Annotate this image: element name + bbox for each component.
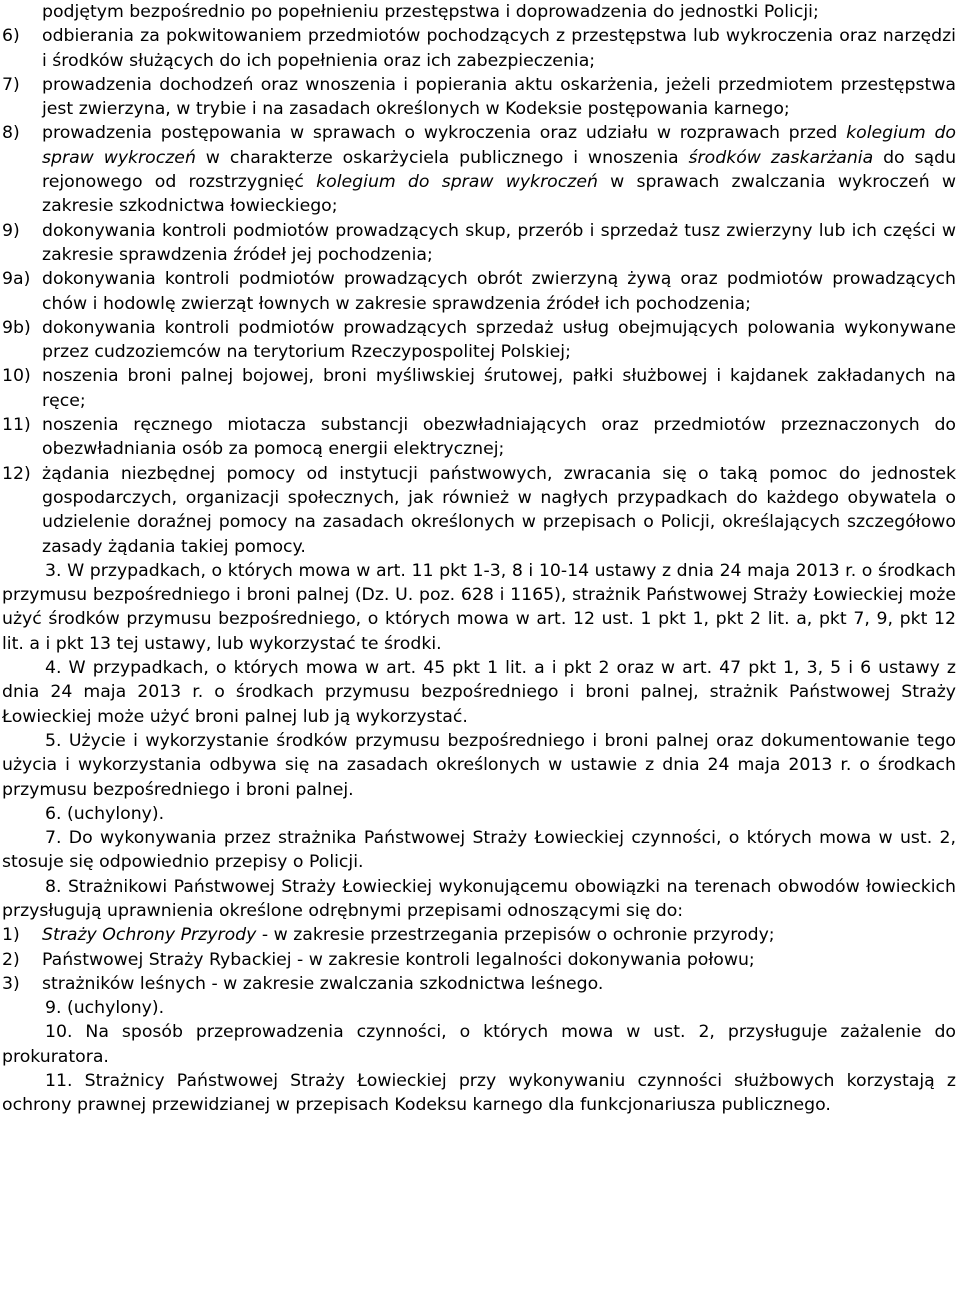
enumerated-list-bottom [2, 923, 956, 996]
paragraph: 10. Na sposób przeprowadzenia czynności, o których mowa w ust. 2, przysługuje zażalenie do prokuratora. [2, 1022, 956, 1067]
italic-text: kolegium do spraw wykroczeń [42, 123, 956, 168]
text-segment: dokonywania kontroli podmiotów prowadzących obrót zwierzyną żywą oraz podmiotów prowadzących chów i hodowlę zwierząt łownych w zakresie sprawdzenia źródeł ich pochodzenia; [42, 269, 956, 314]
list-item-number: 7) [2, 74, 20, 95]
list-item [2, 121, 956, 218]
text-segment: w sprawach zwalczania wykroczeń w zakresie szkodnictwa łowieckiego; [42, 172, 956, 217]
list-item [2, 316, 956, 365]
list-item-text [42, 267, 956, 316]
text-segment: prowadzenia postępowania w sprawach o wykroczenia oraz udziału w rozprawach przed [42, 123, 847, 144]
list-item-number: 2) [2, 949, 20, 970]
list-item [2, 948, 956, 972]
text-segment: odbierania za pokwitowaniem przedmiotów pochodzących z przestępstwa lub wykroczenia oraz narzędzi i środków służących do ich popełnienia oraz ich zabezpieczenia; [42, 26, 956, 71]
list-item-number: 8) [2, 123, 20, 144]
list-item [2, 73, 956, 122]
italic-text: Straży Ochrony Przyrody [42, 925, 257, 946]
paragraph: 5. Użycie i wykorzystanie środków przymusu bezpośredniego i broni palnej oraz dokumentowanie tego użycia i wykorzystania odbywa się na zasadach określonych w ustawie z dnia 24 maja 2013 r. o środkach przymusu bezpośredniego i broni palnej. [2, 730, 956, 800]
text-segment: strażników leśnych - w zakresie zwalczania szkodnictwa leśnego. [42, 973, 604, 994]
list-item-text [42, 316, 956, 365]
text-segment: - w zakresie przestrzegania przepisów o ochronie przyrody; [256, 925, 775, 946]
list-item-text [42, 24, 956, 73]
list-item [2, 462, 956, 559]
text-segment: do sądu rejonowego od rozstrzygnięć [42, 147, 957, 193]
list-item-text [42, 219, 956, 268]
list-item [2, 972, 956, 996]
list-item [2, 364, 956, 413]
list-item-text [42, 972, 956, 996]
list-item-number: 12) [2, 463, 31, 484]
list-item-text [42, 948, 956, 972]
list-item-text [42, 73, 956, 122]
list-item-text [42, 462, 956, 559]
text-segment: noszenia broni palnej bojowej, broni myśliwskiej śrutowej, pałki służbowej i kajdanek zakładanych na ręce; [42, 366, 956, 411]
list-item [2, 0, 956, 24]
italic-text: środków zaskarżania [688, 147, 874, 168]
text-segment: dokonywania kontroli podmiotów prowadzących sprzedaż usług obejmujących polowania wykonywane przez cudzoziemców na terytorium Rzeczypospolitej Polskiej; [42, 317, 956, 363]
list-item-text [42, 2, 819, 22]
list-item-text [42, 413, 956, 462]
list-item [2, 219, 956, 268]
italic-text: kolegium do spraw wykroczeń [316, 172, 598, 193]
list-item-number: 6) [2, 26, 20, 47]
paragraphs-section [2, 559, 956, 923]
document-page [2, 0, 956, 1118]
paragraph: 8. Strażnikowi Państwowej Straży Łowieckiej wykonującemu obowiązki na terenach obwodów łowieckich przysługują uprawnienia określone odrębnymi przepisami odnoszącymi się do: [2, 876, 956, 921]
list-item-number: 11) [2, 415, 31, 436]
paragraph: 9. (uchylony). [45, 998, 165, 1019]
list-item-number: 3) [2, 973, 20, 994]
text-segment: podjętym bezpośrednio po popełnieniu przestępstwa i doprowadzenia do jednostki Policji; [42, 2, 819, 22]
paragraph: 4. W przypadkach, o których mowa w art. 45 pkt 1 lit. a i pkt 2 oraz w art. 47 pkt 1, 3, 5 i 6 ustawy z dnia 24 maja 2013 r. o środkach przymusu bezpośredniego i broni palnej, strażnik Państwowej Straży Łowieckiej może użyć broni palnej lub ją wykorzystać. [2, 658, 956, 727]
paragraph: 3. W przypadkach, o których mowa w art. 11 pkt 1-3, 8 i 10-14 ustawy z dnia 24 maja 2013 r. o środkach przymusu bezpośredniego i broni palnej (Dz. U. poz. 628 i 1165), strażnik Państwowej Straży Łowieckiej może użyć środków przymusu bezpośredniego, o których mowa w art. 12 ust. 1 pkt 1, pkt 2 lit. a, pkt 7, 9, pkt 12 lit. a i pkt 13 tej ustawy, lub wykorzystać te środki. [2, 560, 956, 654]
text-segment: Państwowej Straży Rybackiej - w zakresie kontroli legalności dokonywania połowu; [42, 949, 755, 970]
list-item-text [42, 121, 956, 218]
list-item-number: 9) [2, 220, 20, 241]
list-item-text [42, 364, 956, 413]
list-item-number: 1) [2, 925, 20, 946]
list-item-number: 9b) [2, 317, 31, 338]
list-item [2, 24, 956, 73]
text-segment: w charakterze oskarżyciela publicznego i wnoszenia [195, 147, 689, 168]
list-item [2, 923, 956, 947]
paragraph: 7. Do wykonywania przez strażnika Państwowej Straży Łowieckiej czynności, o których mowa w ust. 2, stosuje się odpowiednio przepisy o Policji. [2, 828, 956, 873]
text-segment: żądania niezbędnej pomocy od instytucji państwowych, zwracania się o taką pomoc do jednostek gospodarczych, organizacji społecznych, jak również w nagłych przypadkach do każdego obywatela o udzielenie doraźnej pomocy na zasadach określonych w przepisach o Policji, określających szczegółowo zasady żądania takiej pomocy. [42, 463, 956, 557]
paragraph: 6. (uchylony). [45, 803, 165, 824]
list-item-text [42, 923, 956, 947]
list-item [2, 413, 956, 462]
list-item-number: 9a) [2, 269, 31, 290]
text-segment: prowadzenia dochodzeń oraz wnoszenia i popierania aktu oskarżenia, jeżeli przedmiotem przestępstwa jest zwierzyna, w trybie i na zasadach określonych w Kodeksie postępowania karnego; [42, 74, 956, 120]
text-segment: dokonywania kontroli podmiotów prowadzących skup, przerób i sprzedaż tusz zwierzyny lub ich części w zakresie sprawdzenia źródeł jej pochodzenia; [42, 220, 956, 265]
list-item-number: 10) [2, 366, 31, 387]
list-item [2, 267, 956, 316]
enumerated-list-top [2, 0, 956, 559]
text-segment: noszenia ręcznego miotacza substancji obezwładniających oraz przedmiotów przeznaczonych do obezwładniania osób za pomocą energii elektrycznej; [42, 415, 956, 460]
paragraphs-final [2, 996, 956, 1117]
paragraph: 11. Strażnicy Państwowej Straży Łowieckiej przy wykonywaniu czynności służbowych korzystają z ochrony prawnej przewidzianej w przepisach Kodeksu karnego dla funkcjonariusza publicznego. [2, 1071, 956, 1116]
